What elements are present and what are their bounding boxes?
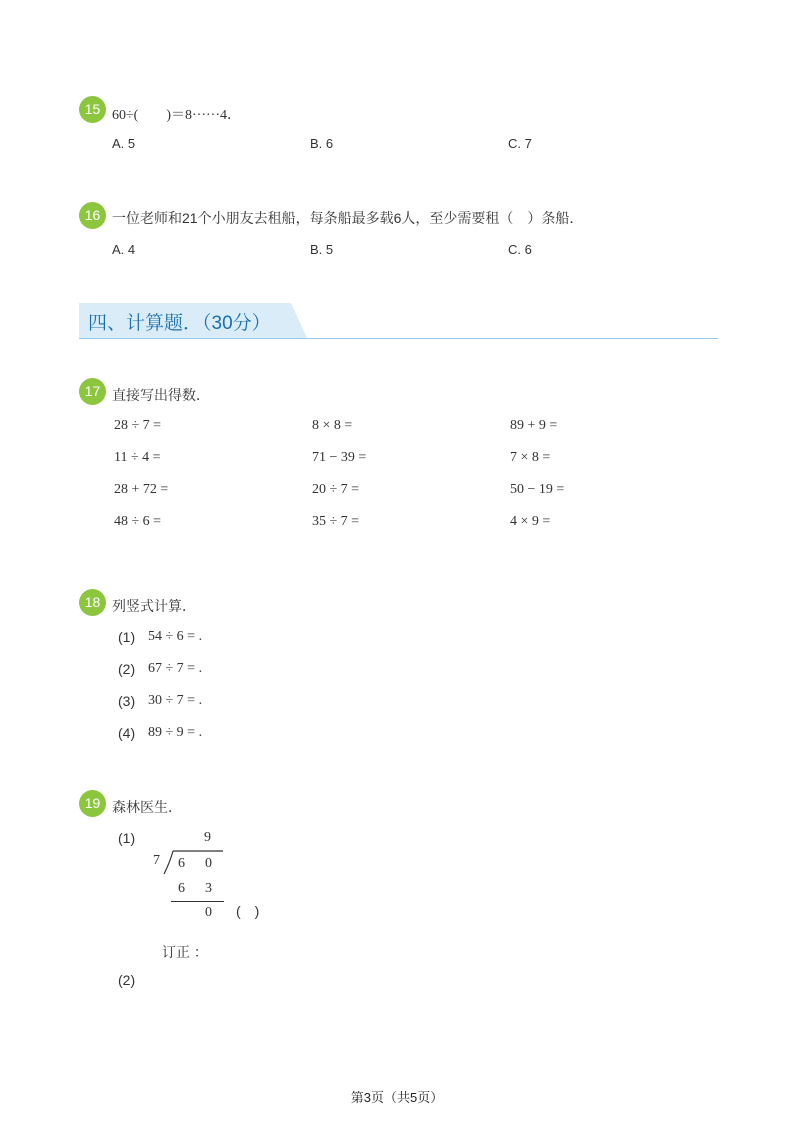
question-number-15: 15 bbox=[79, 96, 106, 123]
section-divider bbox=[79, 338, 718, 339]
calc-item: 28 + 72 = bbox=[114, 482, 169, 497]
question-15-option-b[interactable]: B. 6 bbox=[310, 136, 334, 151]
question-number-16: 16 bbox=[79, 202, 106, 229]
question-15-stem: 60÷( )＝8······4． bbox=[112, 108, 241, 123]
division-quotient: 9 bbox=[204, 830, 211, 845]
correction-label: 订正 ： bbox=[162, 944, 208, 960]
question-16-stem: 一位老师和21个小朋友去租船，每条船最多载6人，至少需要租（ ）条船． bbox=[112, 210, 584, 226]
part-1-label: (1) bbox=[118, 830, 136, 846]
calc-item: 28 ÷ 7 = bbox=[114, 418, 162, 433]
question-17-stem: 直接写出得数． bbox=[112, 387, 210, 403]
question-number-18: 18 bbox=[79, 589, 106, 616]
division-remainder: 0 bbox=[205, 905, 212, 920]
question-18-stem: 列竖式计算． bbox=[112, 598, 196, 614]
vertical-calc-expr: 30 ÷ 7 = . bbox=[148, 693, 203, 708]
vertical-calc-label: (1) bbox=[118, 629, 136, 645]
calc-item: 89 + 9 = bbox=[510, 418, 558, 433]
division-bracket bbox=[160, 848, 226, 878]
division-product-digit: 6 bbox=[178, 881, 185, 896]
calc-item: 48 ÷ 6 = bbox=[114, 514, 162, 529]
question-number-19: 19 bbox=[79, 790, 106, 817]
judge-answer-bracket[interactable]: ( ) bbox=[236, 903, 260, 919]
vertical-calc-label: (3) bbox=[118, 693, 136, 709]
question-15-option-a[interactable]: A. 5 bbox=[112, 136, 136, 151]
question-16-option-c[interactable]: C. 6 bbox=[508, 242, 532, 257]
calc-item: 20 ÷ 7 = bbox=[312, 482, 360, 497]
vertical-calc-label: (4) bbox=[118, 725, 136, 741]
vertical-calc-label: (2) bbox=[118, 661, 136, 677]
calc-item: 7 × 8 = bbox=[510, 450, 551, 465]
part-2-label: (2) bbox=[118, 972, 136, 988]
question-15-option-c[interactable]: C. 7 bbox=[508, 136, 532, 151]
division-divisor: 7 bbox=[153, 853, 160, 868]
question-16-option-b[interactable]: B. 5 bbox=[310, 242, 334, 257]
division-dividend-digit: 0 bbox=[205, 856, 212, 871]
calc-item: 11 ÷ 4 = bbox=[114, 450, 161, 465]
calc-item: 35 ÷ 7 = bbox=[312, 514, 360, 529]
vertical-calc-expr: 67 ÷ 7 = . bbox=[148, 661, 203, 676]
page-footer: 第3页（共5页） bbox=[350, 1090, 444, 1105]
question-19-stem: 森林医生． bbox=[112, 799, 182, 815]
calc-item: 71 − 39 = bbox=[312, 450, 367, 465]
calc-item: 50 − 19 = bbox=[510, 482, 565, 497]
question-16-option-a[interactable]: A. 4 bbox=[112, 242, 136, 257]
division-product-digit: 3 bbox=[205, 881, 212, 896]
vertical-calc-expr: 54 ÷ 6 = . bbox=[148, 629, 203, 644]
calc-item: 8 × 8 = bbox=[312, 418, 353, 433]
division-dividend-digit: 6 bbox=[178, 856, 185, 871]
vertical-calc-expr: 89 ÷ 9 = . bbox=[148, 725, 203, 740]
division-subtraction-line bbox=[171, 901, 224, 902]
calc-item: 4 × 9 = bbox=[510, 514, 551, 529]
question-number-17: 17 bbox=[79, 378, 106, 405]
section-title: 四、计算题．（30分） bbox=[88, 313, 271, 334]
